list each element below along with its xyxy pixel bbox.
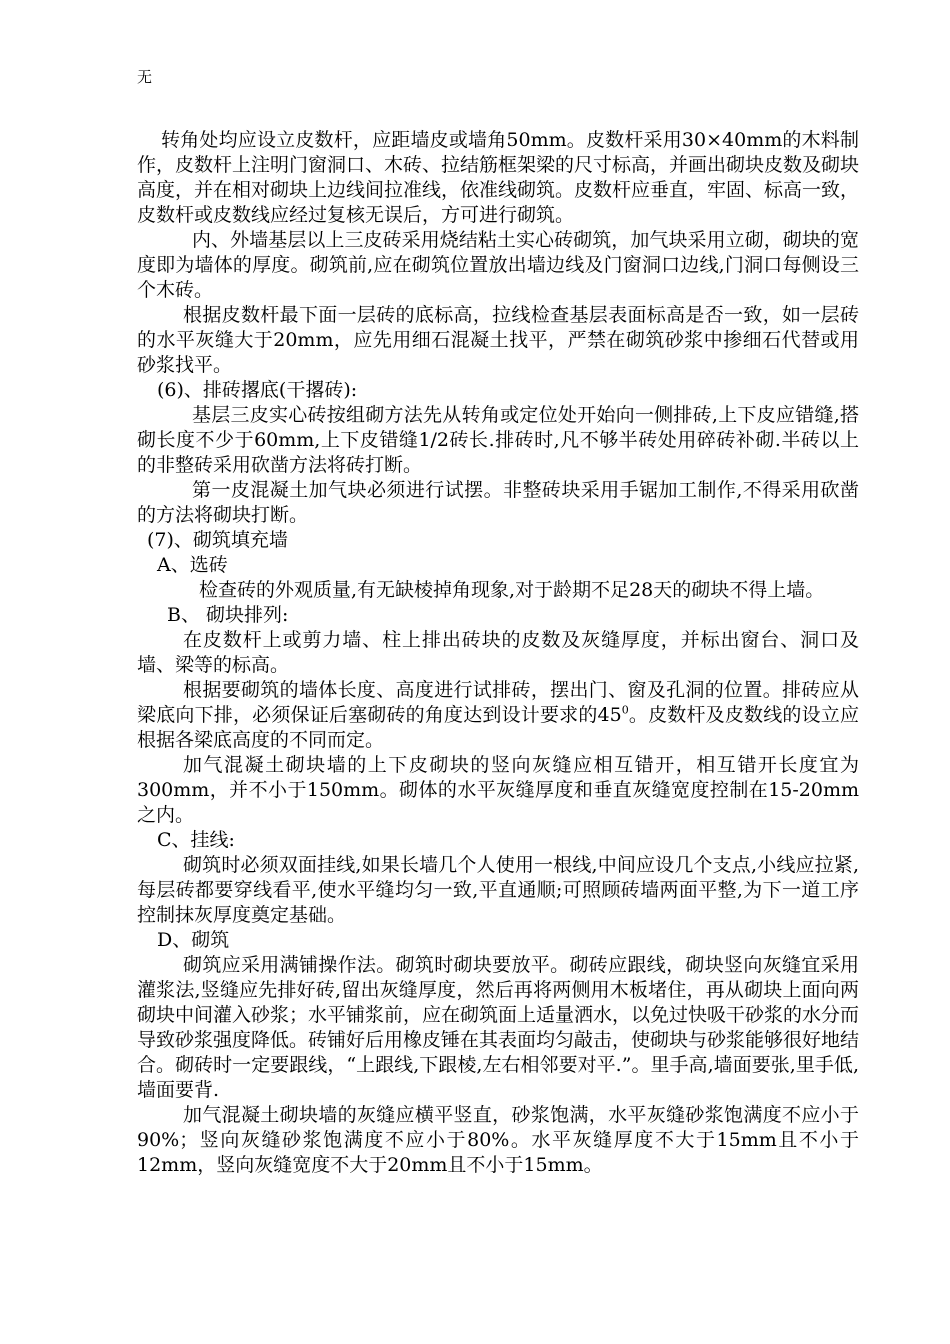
heading-6: (6)、排砖撂底(干撂砖): (157, 379, 358, 401)
paragraph-text-part2: 。皮数杆及皮数线的设立应根据各梁底高度的不同而定。 (137, 704, 859, 751)
paragraph-block-arrangement: 在皮数杆上或剪力墙、柱上排出砖块的皮数及灰缝厚度，并标出窗台、洞口及墙、梁等的标高。 (137, 629, 859, 676)
page-header: 无 (137, 68, 153, 86)
paragraph-text-part1: 根据要砌筑的墙体长度、高度进行试排砖，摆出门、窗及孔洞的位置。排砖应从梁底向下排，必须保证后塞砌砖的角度达到设计要求的45 (137, 679, 859, 726)
paragraph-base-bricks: 内、外墙基层以上三皮砖采用烧结粘土实心砖砌筑，加气块采用立砌，砌块的宽度即为墙体的厚度。砌筑前,应在砌筑位置放出墙边线及门窗洞口边线,门洞口每侧设三个木砖。 (137, 229, 859, 301)
paragraph-trial-layout: 第一皮混凝土加气块必须进行试摆。非整砖块采用手锯加工制作,不得采用砍凿的方法将砌块打断。 (137, 479, 859, 526)
heading-d: D、砌筑 (157, 929, 230, 951)
heading-b: B、 砌块排列: (167, 604, 289, 626)
paragraph-brick-selection: 检查砖的外观质量,有无缺棱掉角现象,对于龄期不足28天的砌块不得上墙。 (199, 579, 825, 601)
paragraph-brick-layout: 基层三皮实心砖按组砌方法先从转角或定位处开始向一侧排砖,上下皮应错缝,搭砌长度不少于60mm,上下皮错缝1/2砖长.排砖时,凡不够半砖处用碎砖补砌.半砖以上的非整砖采用砍凿方法将砖打断。 (137, 404, 859, 476)
paragraph-story-pole: 转角处均应设立皮数杆，应距墙皮或墙角50mm。皮数杆采用30×40mm的木料制作，皮数杆上注明门窗洞口、木砖、拉结筋框架梁的尺寸标高，并画出砌块皮数及砌块高度，并在相对砌块上边线间拉准线，依准线砌筑。皮数杆应垂直，牢固、标高一致，皮数杆或皮数线应经过复核无误后，方可进行砌筑。 (137, 129, 860, 226)
heading-7: (7)、砌筑填充墙 (147, 529, 288, 551)
heading-c: C、挂线: (157, 829, 235, 851)
heading-a: A、选砖 (157, 554, 228, 576)
document-body (137, 128, 859, 1178)
paragraph-line-hanging: 砌筑时必须双面挂线,如果长墙几个人使用一根线,中间应设几个支点,小线应拉紧,每层砖都要穿线看平,使水平缝均匀一致,平直通顺;可照顾砖墙两面平整,为下一道工序控制抹灰厚度奠定基础。 (137, 854, 859, 926)
degree-superscript: 0 (621, 703, 629, 717)
paragraph-mortar-joints: 加气混凝土砌块墙的灰缝应横平竖直，砂浆饱满，水平灰缝砂浆饱满度不应小于90%；竖向灰缝砂浆饱满度不应小于80%。水平灰缝厚度不大于15mm且不小于12mm，竖向灰缝宽度不大于20mm且不小于15mm。 (137, 1104, 859, 1176)
paragraph-vertical-joints: 加气混凝土砌块墙的上下皮砌块的竖向灰缝应相互错开，相互错开长度宜为300mm，并不小于150mm。砌体的水平灰缝厚度和垂直灰缝宽度控制在15-20mm之内。 (137, 754, 859, 826)
paragraph-leveling: 根据皮数杆最下面一层砖的底标高，拉线检查基层表面标高是否一致，如一层砖的水平灰缝大于20mm，应先用细石混凝土找平，严禁在砌筑砂浆中掺细石代替或用砂浆找平。 (137, 304, 859, 376)
paragraph-masonry: 砌筑应采用满铺操作法。砌筑时砌块要放平。砌砖应跟线，砌块竖向灰缝宜采用灌浆法,竖缝应先排好砖,留出灰缝厚度，然后再将两侧用木板堵住，再从砌块上面向两砌块中间灌入砂浆；水平铺浆前，应在砌筑面上适量洒水，以免过快吸干砂浆的水分而导致砂浆强度降低。砖铺好后用橡皮锤在其表面均匀敲击，使砌块与砂浆能够很好地结合。砌砖时一定要跟线，“上跟线,下跟棱,左右相邻要对平.”。里手高,墙面要张,里手低,墙面要背. (137, 954, 860, 1101)
paragraph-trial-arrangement (137, 678, 859, 753)
